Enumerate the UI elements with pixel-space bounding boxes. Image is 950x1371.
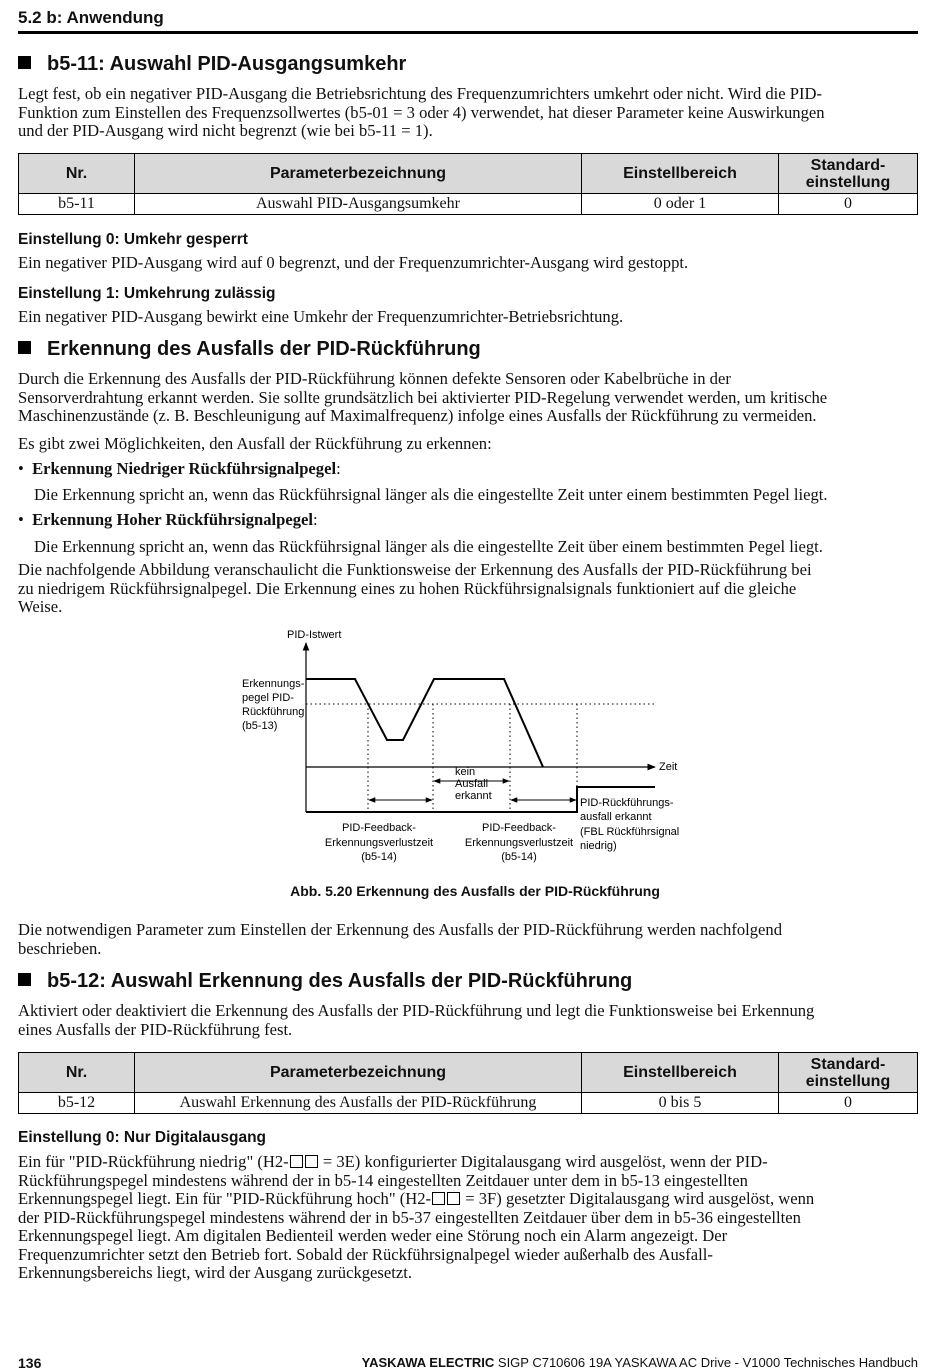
setting-0-text: Ein negativer PID-Ausgang wird auf 0 begrenzt, und der Frequenzumrichter-Ausgang wird gestoppt. (18, 253, 689, 272)
loss-time-label: Erkennungsverlustzeit (464, 837, 574, 849)
figure-caption: Abb. 5.20 Erkennung des Ausfalls der PID-Rückführung (290, 883, 660, 899)
bullet-low-level-title: Erkennung Niedriger Rückführsignalpegel (32, 459, 337, 478)
text-line: Aktiviert oder deaktiviert die Erkennung des Ausfalls der PID-Rückführung und legt die Funktionsweise bei Erkennung (18, 1001, 815, 1020)
level-label: (b5-13) (242, 720, 278, 732)
text-line: Die notwendigen Parameter zum Einstellen der Erkennung des Ausfalls der PID-Rückführung werden nachfolgend (18, 920, 783, 939)
b5-12-description (18, 1002, 918, 1039)
cell-range: 0 oder 1 (582, 194, 779, 215)
detected-label: (FBL Rückführsignal (580, 826, 680, 838)
col-default (779, 1053, 918, 1093)
table-header-row (19, 1053, 918, 1093)
bullet-high-level-text: Die Erkennung spricht an, wenn das Rückführsignal länger als die eingestellte Zeit über einem bestimmten Pegel liegt. (34, 537, 823, 556)
level-label: Rückführung (242, 706, 305, 718)
y-axis-label: PID-Istwert (287, 629, 342, 641)
setting-1-heading: Einstellung 1: Umkehrung zulässig (18, 285, 276, 302)
placeholder-box-icon (305, 1155, 318, 1168)
b5-11-description (18, 85, 918, 141)
heading-feedback-loss-text: Erkennung des Ausfalls der PID-Rückführung (47, 338, 481, 360)
cell-nr: b5-11 (19, 194, 135, 215)
figure-intro (18, 561, 918, 617)
col-nr: Nr. (19, 154, 135, 194)
text-line: Die nachfolgende Abbildung veranschaulicht die Funktionsweise der Erkennung des Ausfalls der PID-Rückführung bei (18, 560, 812, 579)
param-table-b5-11 (18, 153, 918, 215)
section-header: 5.2 b: Anwendung (18, 8, 164, 27)
cell-default: 0 (779, 194, 918, 215)
text-span: = 3F) gesetzter Digitalausgang wird ausgelöst, wenn (461, 1189, 815, 1208)
heading-b5-11 (18, 53, 406, 76)
bullet-marker: • (18, 459, 24, 478)
text-line (18, 1190, 918, 1209)
cell-default: 0 (779, 1093, 918, 1114)
no-detect-label: erkannt (455, 790, 492, 802)
text-line: Sensorverdrahtung erkannt werden. Sie sollte grundsätzlich bei aktivierter PID-Regelung verwendet werden, um kritische (18, 387, 828, 407)
col-nr: Nr. (19, 1053, 135, 1093)
table-header-row (19, 154, 918, 194)
text-line: und der PID-Ausgang wird nicht begrenzt (wie bei b5-11 = 1). (18, 121, 433, 140)
text-line: Durch die Erkennung des Ausfalls der PID-Rückführung können defekte Sensoren oder Kabelbrüche in der (18, 369, 731, 388)
text-line (18, 1153, 918, 1172)
placeholder-box-icon (432, 1192, 445, 1205)
loss-time-label: Erkennungsverlustzeit (324, 837, 434, 849)
time-axis-label: Zeit (659, 761, 678, 773)
placeholder-box-icon (447, 1192, 460, 1205)
heading-square-icon (18, 56, 31, 69)
feedback-curve (306, 679, 543, 767)
text-line: Rückführungspegel mindestens während der in b5-14 eingestellten Zeitdauer unter dem in b5-13 eingestellten (18, 1170, 748, 1190)
loss-time-label: (b5-14) (501, 851, 537, 863)
text-line: Erkennungspegel liegt. Am digitalen Bedienteil werden weder eine Störung noch ein Alarm angezeigt. Der (18, 1226, 728, 1245)
b5-12-setting-0-heading: Einstellung 0: Nur Digitalausgang (18, 1129, 267, 1146)
col-default-line2: einstellung (805, 1072, 891, 1090)
col-range: Einstellbereich (582, 154, 779, 194)
loss-time-label: (b5-14) (361, 851, 397, 863)
heading-feedback-loss (18, 338, 481, 361)
bullet-marker: • (18, 510, 24, 529)
heading-b5-11-text: b5-11: Auswahl PID-Ausgangsumkehr (47, 53, 407, 75)
footer-brand: YASKAWA ELECTRIC (361, 1355, 495, 1370)
b5-12-setting-0-text (18, 1153, 918, 1283)
detected-label: ausfall erkannt (580, 811, 652, 823)
heading-square-icon (18, 341, 31, 354)
table-row (19, 1093, 918, 1114)
params-intro (18, 921, 918, 958)
text-span: Erkennungspegel liegt. Ein für "PID-Rückführung hoch" (H2- (18, 1189, 432, 1208)
col-name: Parameterbezeichnung (135, 154, 582, 194)
text-line: beschrieben. (18, 938, 102, 958)
col-default-line1: Standard- (810, 1055, 886, 1073)
footer-doc-title: SIGP C710606 19A YASKAWA AC Drive - V1000 Technisches Handbuch (494, 1355, 918, 1370)
cell-name: Auswahl Erkennung des Ausfalls der PID-Rückführung (135, 1093, 582, 1114)
bullet-low-level-text: Die Erkennung spricht an, wenn das Rückführsignal länger als die eingestellte Zeit unter einem bestimmten Pegel liegt. (34, 485, 828, 504)
text-line: Funktion zum Einstellen des Frequenzsollwertes (b5-01 = 3 oder 4) verwendet, hat dieser Parameter keine Auswirkungen (18, 102, 825, 122)
detected-label: niedrig) (580, 840, 617, 852)
heading-b5-12 (18, 970, 632, 993)
no-detect-label: kein (455, 766, 476, 778)
text-line: Maschinenzustände (z. B. Beschleunigung auf Maximalfrequenz) infolge eines Ausfalls der Rückführung zu vermeiden. (18, 406, 817, 425)
col-name: Parameterbezeichnung (135, 1053, 582, 1093)
col-default-line2: einstellung (805, 173, 891, 191)
placeholder-box-icon (290, 1155, 303, 1168)
text-line: Es gibt zwei Möglichkeiten, den Ausfall der Rückführung zu erkennen: (18, 434, 492, 453)
text-line: Erkennungsbereichs liegt, wird der Ausgang zurückgesetzt. (18, 1263, 412, 1282)
text-line: eines Ausfalls der PID-Rückführung fest. (18, 1019, 293, 1039)
footer-doc-info (362, 1355, 918, 1370)
level-label: pegel PID- (242, 692, 294, 704)
header-rule (18, 31, 918, 34)
text-line: Legt fest, ob ein negativer PID-Ausgang die Betriebsrichtung des Frequenzumrichters umkehrt oder nicht. Wird die PID- (18, 84, 823, 103)
text-line: Frequenzumrichter setzt den Betrieb fort. Sobald der Rückführsignalpegel wieder außerhalb des Ausfall- (18, 1244, 713, 1264)
cell-range: 0 bis 5 (582, 1093, 779, 1114)
bullet-low-level (18, 459, 341, 479)
loss-time-label: PID-Feedback- (342, 822, 416, 834)
page-number: 136 (18, 1355, 42, 1371)
text-line: Weise. (18, 597, 63, 616)
detected-label: PID-Rückführungs- (580, 797, 674, 809)
setting-1-text: Ein negativer PID-Ausgang bewirkt eine Umkehr der Frequenzumrichter-Betriebsrichtung. (18, 307, 624, 326)
text-span: Ein für "PID-Rückführung niedrig" (H2- (18, 1152, 289, 1171)
table-row (19, 194, 918, 215)
level-label: Erkennungs- (242, 678, 305, 690)
heading-square-icon (18, 973, 31, 986)
cell-nr: b5-12 (19, 1093, 135, 1114)
feedback-loss-description (18, 370, 918, 426)
setting-0-heading: Einstellung 0: Umkehr gesperrt (18, 231, 248, 248)
param-table-b5-12 (18, 1052, 918, 1114)
text-line: der PID-Rückführungspegel mindestens während der in b5-37 eingestellten Zeitdauer über dem in b5-36 eingestellten (18, 1207, 801, 1227)
bullet-high-level (18, 510, 318, 530)
col-range: Einstellbereich (582, 1053, 779, 1093)
cell-name: Auswahl PID-Ausgangsumkehr (135, 194, 582, 215)
feedback-loss-diagram (0, 620, 950, 875)
bullet-high-level-title: Erkennung Hoher Rückführsignalpegel (32, 510, 314, 529)
text-span: = 3E) konfigurierter Digitalausgang wird ausgelöst, wenn der PID- (318, 1152, 768, 1171)
text-line: zu niedrigem Rückführsignalpegel. Die Erkennung eines zu hohen Rückführsignalsignals funktioniert auf die gleiche (18, 578, 797, 598)
bullet-colon: : (313, 510, 318, 529)
no-detect-label: Ausfall (455, 778, 489, 790)
bullet-colon: : (336, 459, 341, 478)
col-default (779, 154, 918, 194)
heading-b5-12-text: b5-12: Auswahl Erkennung des Ausfalls der PID-Rückführung (47, 970, 633, 992)
loss-time-label: PID-Feedback- (482, 822, 556, 834)
col-default-line1: Standard- (810, 156, 886, 174)
